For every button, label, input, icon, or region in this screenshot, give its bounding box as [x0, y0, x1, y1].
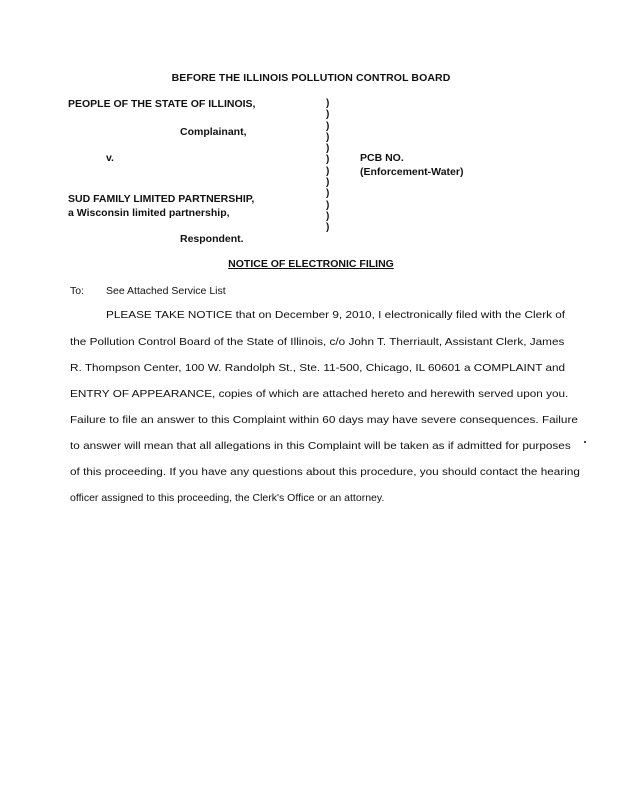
caption-paren: ): [326, 177, 330, 189]
caption-paren: ): [326, 188, 330, 200]
defendant-name: SUD FAMILY LIMITED PARTNERSHIP,: [68, 193, 255, 205]
notice-title: NOTICE OF ELECTRONIC FILING: [228, 258, 394, 270]
caption-paren: ): [326, 210, 330, 222]
scan-speck: [584, 441, 586, 443]
plaintiff-role: Complainant,: [180, 126, 247, 138]
body-line: of this proceeding. If you have any questions about this procedure, you should contact the hearing: [70, 466, 580, 478]
case-type: (Enforcement-Water): [360, 166, 464, 178]
body-line: to answer will mean that all allegations in this Complaint will be taken as if admitted for purposes: [70, 440, 571, 452]
body-line: the Pollution Control Board of the State of Illinois, c/o John T. Therriault, Assistant Clerk, James: [70, 336, 565, 348]
caption-paren: ): [326, 165, 330, 177]
body-line: Failure to file an answer to this Complaint within 60 days may have severe consequences. Failure: [70, 414, 578, 426]
caption-paren: ): [326, 120, 330, 132]
versus-label: v.: [106, 152, 114, 164]
defendant-description: a Wisconsin limited partnership,: [68, 207, 230, 219]
body-line: ENTRY OF APPEARANCE, copies of which are attached hereto and herewith served upon you.: [70, 388, 569, 400]
caption-paren: ): [326, 222, 330, 234]
caption-paren: ): [326, 109, 330, 121]
body-line: officer assigned to this proceeding, the Clerk's Office or an attorney.: [70, 492, 385, 504]
caption-paren: ): [326, 199, 330, 211]
caption-paren: ): [326, 154, 330, 166]
service-list-reference: See Attached Service List: [106, 285, 226, 297]
body-line: R. Thompson Center, 100 W. Randolph St., Ste. 11-500, Chicago, IL 60601 a COMPLAINT and: [70, 362, 566, 374]
defendant-role: Respondent.: [180, 233, 244, 245]
plaintiff-name: PEOPLE OF THE STATE OF ILLINOIS,: [68, 98, 256, 110]
case-number: PCB NO.: [360, 152, 404, 164]
caption-paren: ): [326, 131, 330, 143]
caption-paren: ): [326, 98, 330, 109]
board-heading: BEFORE THE ILLINOIS POLLUTION CONTROL BOARD: [171, 72, 451, 84]
body-line: PLEASE TAKE NOTICE that on December 9, 2010, I electronically filed with the Clerk of: [106, 309, 566, 321]
to-label: To:: [70, 285, 85, 297]
caption-paren: ): [326, 143, 330, 155]
caption-divider: [326, 98, 329, 234]
